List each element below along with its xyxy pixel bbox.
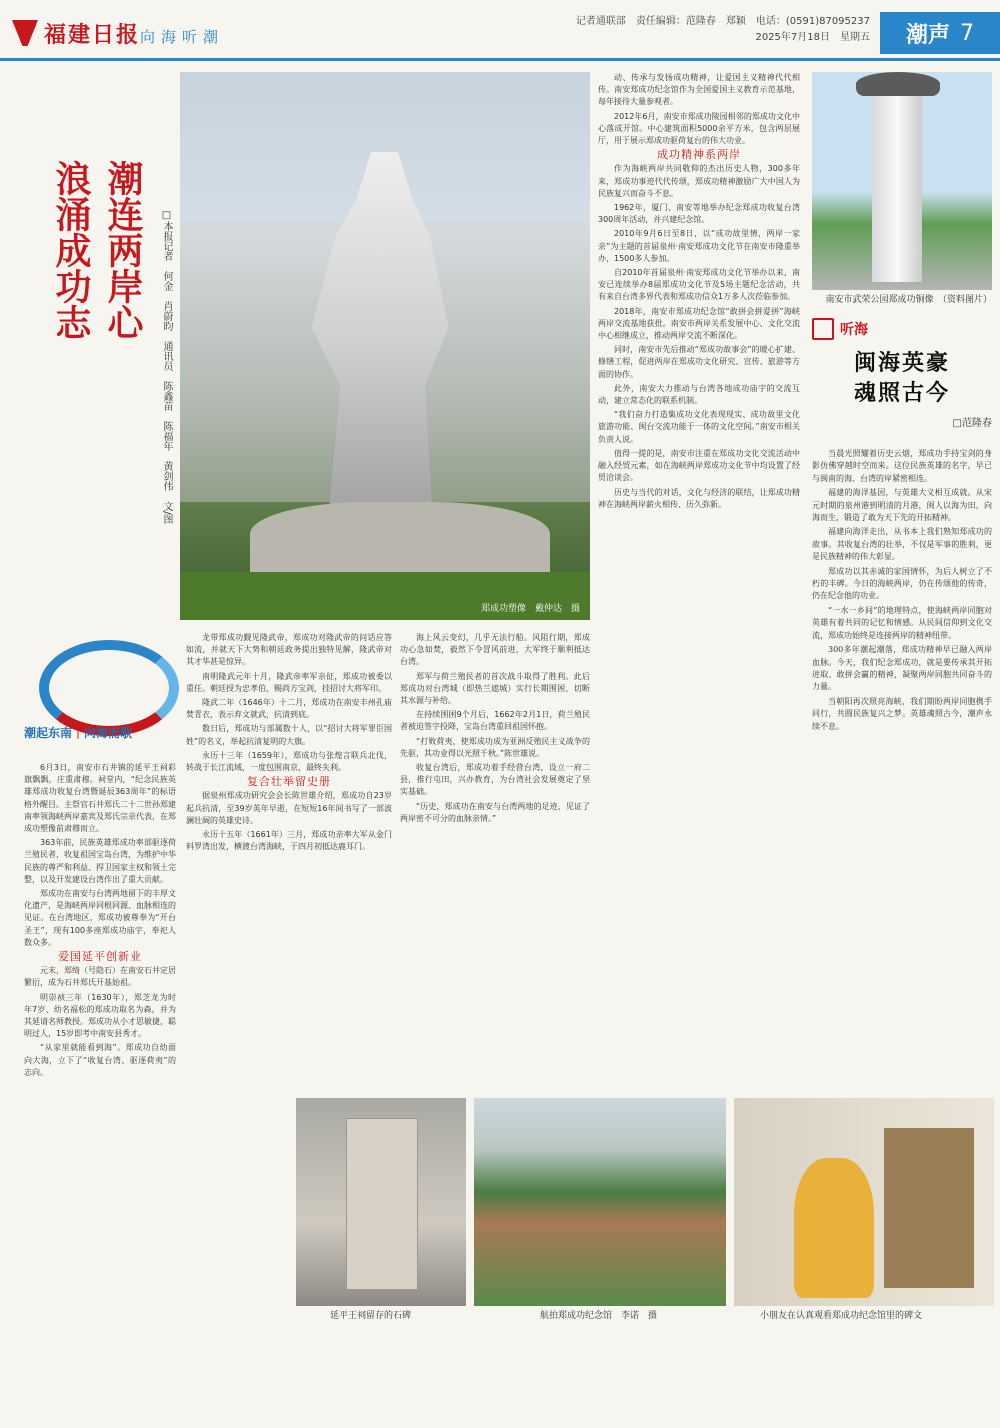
issue-date: 2025年7月18日 星期五 xyxy=(755,32,870,43)
paragraph: 福建向海洋走出，从书本上我们熟知郑成功的故事。其收复台湾的壮举，不仅是军事的胜利，更是民族精神的伟大彰显。 xyxy=(812,527,992,562)
editor-meta xyxy=(576,14,870,46)
right-photo-caption: 南安市武荣公园郑成功铜像 （资料图片） xyxy=(825,295,992,305)
page-tab xyxy=(880,12,1000,54)
paragraph: 300多年潮起潮落，郑成功精神早已融入两岸血脉。今天，我们纪念郑成功，就是要传承其开拓进取、敢拼会赢的精神，凝聚两岸同胞共同奋斗的力量。 xyxy=(812,645,992,692)
subheading: 复合壮举留史册 xyxy=(247,775,331,789)
header-rule xyxy=(0,58,1000,61)
paragraph: 收复台湾后，郑成功着手经营台湾，设立一府二县，推行屯田，兴办教育，为台湾社会发展奠定了坚实基础。 xyxy=(400,763,590,797)
paragraph: 明崇祯三年（1630年），郑芝龙为时年7岁、幼名福松的郑成功取名为森，并为其延请名师教授。郑成功从小才思敏捷，聪明过人，15岁即考中南安县秀才。 xyxy=(24,992,176,1039)
headline-line-1: 潮连两岸心 xyxy=(102,160,144,340)
wave-ring-icon xyxy=(39,640,179,736)
paragraph: 此外，南安大力推动与台湾各地成功庙宇的交流互动，建立常态化的联系机制。 xyxy=(598,383,800,406)
paragraph: 作为海峡两岸共同敬仰的杰出历史人物，300多年来，郑成功事迹代代传颂，郑成功精神激励广大中国人为民族复兴而奋斗不息。 xyxy=(598,164,800,198)
editor-info: 记者通联部 责任编辑：范隆春 郑颖 电话：(0591)87095237 xyxy=(575,16,870,27)
paragraph: “历史，郑成功在南安与台湾两地的足迹，见证了两岸密不可分的血脉亲情。” xyxy=(400,801,590,823)
paragraph: 历史与当代的对话，文化与经济的联结，让郑成功精神在海峡两岸薪火相传、历久弥新。 xyxy=(598,487,800,509)
headline-line-2: 浪涌成功志 xyxy=(50,160,92,340)
paragraph: 隆武二年（1646年）十二月，郑成功在南安丰州孔庙焚青衣，表示弃文就武，抗清到底。 xyxy=(186,698,392,720)
article-column-2 xyxy=(186,632,392,855)
caption-child-reading: 小朋友在认真观看郑成功纪念馆里的碑文 xyxy=(760,1311,923,1321)
paragraph: 郑成功以其赤诚的家国情怀，为后人树立了不朽的丰碑。今日的海峡两岸，仍在传颂他的传奇，仍在纪念他的功业。 xyxy=(812,566,992,601)
statue-rock-base xyxy=(250,502,550,582)
paragraph: 值得一提的是，南安市注重在郑成功文化交流活动中融入经贸元素，如在海峡两岸郑成功文化节中均设置了经贸洽谈会。 xyxy=(598,448,800,483)
monument-pillar xyxy=(872,82,922,282)
essay-header xyxy=(812,318,992,429)
essay-body xyxy=(812,448,992,735)
paragraph: 海上风云变幻，几乎无法行船。风阻行期，郑成功心急如焚，毅然下令冒风前进，大军终于顺利抵达台湾。 xyxy=(400,633,590,667)
paragraph: 同时，南安市先后推动“郑成功故事会”的暖心扩建、修缮工程，促进两岸在郑成功文化研究、宣传、旅游等方面的协作。 xyxy=(598,345,800,379)
paragraph: 龙带郑成功觐见隆武帝，郑成功对隆武帝的问话应答如流，并就天下大势和朝廷政务提出独特见解，隆武帝对其才华甚是惊异。 xyxy=(186,633,392,667)
paragraph: 动、传承与发扬成功精神，让爱国主义精神代代相传。南安郑成功纪念馆作为全国爱国主义教育示范基地，每年接待大量参观者。 xyxy=(598,73,800,107)
stone-tablet xyxy=(346,1118,418,1290)
newspaper-logo xyxy=(12,16,140,50)
headline-block xyxy=(24,160,174,540)
paragraph: 福建的海洋基因，与英雄大义相互成就。从宋元时期的泉州港到明清的月港，闽人以海为田，向海而生，锻造了敢为天下先的开拓精神。 xyxy=(812,488,992,523)
paragraph: 363年前，民族英雄郑成功率部驱逐荷兰殖民者，收复祖国宝岛台湾，为维护中华民族的尊严和利益、捍卫国家主权和领土完整，以及开发建设台湾作出了重大贡献。 xyxy=(24,838,176,884)
logo-flag-icon xyxy=(12,20,38,46)
paragraph: 在持续围困9个月后，1662年2月1日，荷兰殖民者被迫签字投降，宝岛台湾重回祖国怀抱。 xyxy=(400,710,590,732)
child-figure xyxy=(794,1158,874,1298)
paragraph: 元末，郑绮（号隐石）在南安石井定居繁衍，成为石井郑氏开基始祖。 xyxy=(24,966,176,988)
paragraph: 6月3日，南安市石井镇的延平王祠彩旗飘飘，庄重肃穆。祠堂内，“纪念民族英雄郑成功收复台湾暨诞辰363周年”的标语格外醒目。主祭官石井郑氏二十二世孙郑建南率领海峡两岸嘉宾及郑氏宗亲代表，在郑成功塑像前肃穆而立。 xyxy=(24,763,176,834)
monument-statue-top xyxy=(856,72,940,96)
emblem-line-1: 潮起东南 xyxy=(24,726,73,740)
main-photo-statue xyxy=(180,72,590,620)
paragraph: 南明隆武元年十月，隆武帝率军亲征，郑成功被委以重任。朝廷授为忠孝伯，赐尚方宝剑，挂招讨大将军印。 xyxy=(186,671,392,693)
right-photo-monument xyxy=(812,72,992,290)
photo-child-reading xyxy=(734,1098,994,1306)
article-column-1 xyxy=(24,762,176,1081)
paragraph: 2012年6月，南安市郑成功陵园相邻的郑成功文化中心落成开馆。中心建筑面积5000余平方米，包含两层展厅，用于展示郑成功驱荷复台的伟大功业。 xyxy=(598,111,800,146)
paragraph: “我们奋力打造集成功文化表现现实、成功故里文化旅游功能、闽台交流功能于一体的文化空间。”南安市相关负责人说。 xyxy=(598,410,800,444)
page-number: 7 xyxy=(960,20,974,46)
page-header xyxy=(0,0,1000,58)
paragraph: 郑成功在南安与台湾两地留下的丰厚文化遗产，是海峡两岸同根同源、血脉相连的见证。在台湾地区，郑成功被尊奉为“开台圣王”，现有100多座郑成功庙宇，奉祀人数众多。 xyxy=(24,889,176,947)
paragraph: “打败荷夷，使郑成功成为亚洲反殖民主义战争的先驱，其功业得以光照千秋。”陈世雄说。 xyxy=(400,736,590,758)
essay-author: □范隆春 xyxy=(952,418,992,429)
paragraph: 1962年，厦门、南安等地举办纪念郑成功收复台湾300周年活动，并兴建纪念馆。 xyxy=(598,203,800,225)
paragraph: 据泉州郑成功研究会会长陈世雄介绍，郑成功自23岁起兵抗清，至39岁英年早逝，在短短16年间书写了一部波澜壮阔的英雄史诗。 xyxy=(186,791,392,825)
paragraph: 数日后，郑成功与部属数十人，以“招讨大将军罪臣国姓”的名义，举起抗清复明的大旗。 xyxy=(186,724,392,746)
paragraph: 自2010年首届泉州·南安郑成功文化节举办以来，南安已连续举办8届郑成功文化节及5场主题纪念活动，共有来自台湾多界代表和郑成功信众1万多人次莅临参加。 xyxy=(598,268,800,302)
pen-icon xyxy=(812,318,834,340)
paragraph: 永历十五年（1661年）三月，郑成功亲率大军从金门料罗湾出发，横渡台湾海峡，于四月初抵达鹿耳门。 xyxy=(186,830,392,852)
essay-tag-label: 听海 xyxy=(840,322,868,338)
paragraph: 当朝阳再次照亮海峡，我们期盼两岸同胞携手同行，共圆民族复兴之梦。英雄魂照古今，潮声永续不息。 xyxy=(812,696,992,731)
paragraph: 郑军与荷兰殖民者的首次战斗取得了胜利。此后郑成功对台湾城（即热兰遮城）实行长期围困，切断其水源与补给。 xyxy=(400,671,590,706)
essay-tag xyxy=(812,318,992,340)
photo-stone-tablet xyxy=(296,1098,466,1306)
paragraph: 当晨光照耀着历史云烟，郑成功手持宝剑的身影仿佛穿越时空而来。这位民族英雄的名字，早已与闽南的海、台湾的岸紧密相连。 xyxy=(812,449,992,483)
essay-title-line-2: 魂照古今 xyxy=(853,380,950,406)
inscription-board xyxy=(884,1128,974,1288)
photo-aerial-memorial xyxy=(474,1098,726,1306)
paragraph: 2010年9月6日至8日，以“成功故里情，两岸一家亲”为主题的首届泉州·南安郑成功文化节在南安市隆重举办，1500多人参加。 xyxy=(598,229,800,263)
essay-title xyxy=(812,348,992,408)
byline: □本报记者 何金 肖蔚昀 通讯员 陈鑫苗 陈福年 黄剑伟 文/图 xyxy=(161,210,172,525)
paragraph: “从家里就能看到海”。郑成功自幼面向大海，立下了“收复台湾、驱逐荷夷”的志向。 xyxy=(24,1043,176,1077)
caption-aerial-memorial: 航拍郑成功纪念馆 李诺 摄 xyxy=(540,1311,658,1321)
paragraph: 2018年，南安市郑成功纪念馆“敢拼会拼爱拼”海峡两岸交流基地获批。南安市两岸关系发展中心、文化交流中心相继成立，推动两岸交流不断深化。 xyxy=(598,306,800,341)
paragraph: “一水一乡间”的地理特点，使海峡两岸同胞对英雄有着共同的记忆和情感。从民间信仰到文化交流，郑成功始终是连接两岸的精神纽带。 xyxy=(812,605,992,640)
subheading: 成功精神系两岸 xyxy=(657,148,741,162)
main-photo-caption: 郑成功塑像 戴仲达 摄 xyxy=(480,604,580,614)
caption-stone-tablet: 延平王祠留存的石碑 xyxy=(330,1311,412,1321)
subheading: 爱国延平创新业 xyxy=(58,950,142,964)
article-column-3 xyxy=(400,632,590,827)
emblem-line-2: 向海而歌 xyxy=(84,726,133,740)
essay-title-line-1: 闽海英豪 xyxy=(853,350,950,376)
article-column-4 xyxy=(598,72,800,513)
page-tab-title: 潮声 xyxy=(905,22,950,48)
section-label: 向海听潮 xyxy=(140,28,225,46)
logo-text: 福建日报 xyxy=(44,21,141,48)
emblem-text: 潮起东南｜向海而歌 xyxy=(24,726,133,740)
column-emblem xyxy=(24,640,174,750)
paragraph: 永历十三年（1659年），郑成功与张煌言联兵北伐，转战于长江流域，一度包围南京，最终失利。 xyxy=(186,750,392,773)
